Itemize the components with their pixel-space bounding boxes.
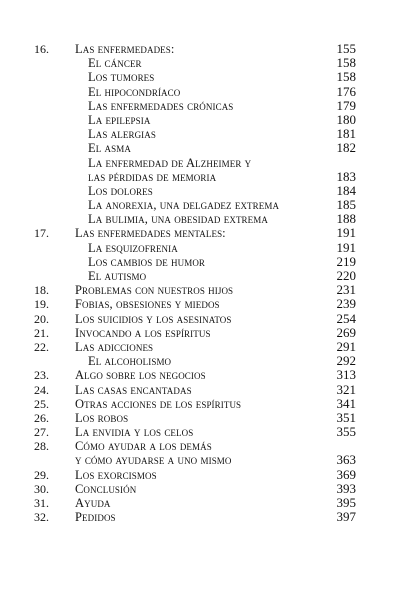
toc-subentry-title: El alcoholismo bbox=[88, 354, 172, 369]
page-number: 179 bbox=[336, 97, 356, 113]
page-number: 184 bbox=[336, 182, 356, 198]
chapter-number: 27. bbox=[34, 425, 49, 440]
toc-entry bbox=[0, 85, 416, 99]
toc-entry bbox=[0, 453, 416, 467]
toc-entry bbox=[0, 326, 416, 340]
chapter-number: 26. bbox=[34, 410, 49, 425]
toc-subentry-title: las pérdidas de memoria bbox=[88, 169, 217, 184]
toc-entry bbox=[0, 255, 416, 269]
page-number: 182 bbox=[336, 140, 356, 156]
chapter-number: 20. bbox=[34, 311, 49, 326]
page-number: 397 bbox=[336, 509, 356, 525]
toc-entry bbox=[0, 397, 416, 411]
toc-entry bbox=[0, 496, 416, 510]
toc-subentry-title: La enfermedad de Alzheimer y bbox=[88, 155, 252, 170]
toc-entry bbox=[0, 354, 416, 368]
chapter-number: 32. bbox=[34, 510, 49, 525]
chapter-number: 19. bbox=[34, 297, 49, 312]
table-of-contents bbox=[0, 42, 416, 524]
toc-entry bbox=[0, 226, 416, 240]
chapter-number: 30. bbox=[34, 481, 49, 496]
chapter-number: 18. bbox=[34, 283, 49, 298]
page-number: 291 bbox=[336, 338, 356, 354]
toc-entry-title: Los exorcismos bbox=[75, 467, 157, 482]
page-number: 158 bbox=[336, 69, 356, 85]
toc-entry bbox=[0, 241, 416, 255]
toc-subentry-title: Las alergias bbox=[88, 127, 156, 142]
toc-subentry-title: El cáncer bbox=[88, 56, 142, 71]
toc-entry bbox=[0, 212, 416, 226]
toc-entry-title: Fobias, obsesiones y miedos bbox=[75, 297, 220, 312]
toc-entry bbox=[0, 425, 416, 439]
toc-entry bbox=[0, 42, 416, 56]
toc-entry-title: La envidia y los celos bbox=[75, 425, 194, 440]
toc-entry bbox=[0, 170, 416, 184]
toc-subentry-title: La anorexia, una delgadez extrema bbox=[88, 198, 280, 213]
page-number: 181 bbox=[336, 126, 356, 142]
toc-subentry-title: El hipocondríaco bbox=[88, 84, 181, 99]
toc-entry bbox=[0, 269, 416, 283]
chapter-number: 21. bbox=[34, 325, 49, 340]
toc-entry-title: Las enfermedades mentales: bbox=[75, 226, 226, 241]
toc-entry-title: Problemas con nuestros hijos bbox=[75, 283, 234, 298]
chapter-number: 22. bbox=[34, 339, 49, 354]
toc-entry bbox=[0, 368, 416, 382]
toc-subentry-title: Los dolores bbox=[88, 183, 153, 198]
toc-subentry-title: Las enfermedades crónicas bbox=[88, 98, 234, 113]
page-number: 220 bbox=[336, 268, 356, 283]
toc-subentry-title: Los tumores bbox=[88, 70, 155, 85]
page-number: 321 bbox=[336, 381, 356, 397]
toc-entry bbox=[0, 113, 416, 127]
toc-entry-title: Otras acciones de los espíritus bbox=[75, 396, 242, 411]
toc-entry-title: Cómo ayudar a los demás bbox=[75, 439, 212, 454]
page-number: 188 bbox=[336, 211, 356, 227]
toc-entry bbox=[0, 99, 416, 113]
toc-entry-title: Las casas encantadas bbox=[75, 382, 192, 397]
toc-entry-title: Los suicidios y los asesinatos bbox=[75, 311, 232, 326]
toc-entry bbox=[0, 482, 416, 496]
page-number: 219 bbox=[336, 253, 356, 269]
page-number: 341 bbox=[336, 395, 356, 411]
chapter-number: 17. bbox=[34, 226, 49, 241]
page-number: 239 bbox=[336, 296, 356, 312]
page-number: 183 bbox=[336, 168, 356, 184]
toc-entry-title: Ayuda bbox=[75, 496, 111, 510]
toc-subentry-title: Los cambios de humor bbox=[88, 254, 206, 269]
chapter-number: 24. bbox=[34, 382, 49, 397]
toc-entry bbox=[0, 141, 416, 155]
page-number: 269 bbox=[336, 324, 356, 340]
page-number: 191 bbox=[336, 225, 356, 241]
page-number: 191 bbox=[336, 239, 356, 255]
toc-entry bbox=[0, 510, 416, 524]
toc-entry bbox=[0, 184, 416, 198]
chapter-number: 16. bbox=[34, 42, 49, 56]
page-number: 292 bbox=[336, 353, 356, 369]
toc-entry-title: Pedidos bbox=[75, 510, 116, 525]
chapter-number: 29. bbox=[34, 467, 49, 482]
page-number: 363 bbox=[336, 452, 356, 468]
toc-entry bbox=[0, 468, 416, 482]
toc-entry-title: Algo sobre los negocios bbox=[75, 368, 206, 383]
toc-entry-title: Conclusión bbox=[75, 481, 137, 496]
toc-subentry-title: El autismo bbox=[88, 269, 147, 283]
toc-entry bbox=[0, 340, 416, 354]
page-number: 231 bbox=[336, 282, 356, 298]
page-number: 351 bbox=[336, 409, 356, 425]
toc-entry-title: Los robos bbox=[75, 410, 129, 425]
chapter-number: 25. bbox=[34, 396, 49, 411]
page-number: 180 bbox=[336, 111, 356, 127]
toc-subentry-title: El asma bbox=[88, 141, 131, 156]
toc-subentry-title: La bulimia, una obesidad extrema bbox=[88, 212, 268, 227]
toc-subentry-title: La epilepsia bbox=[88, 112, 151, 127]
chapter-number: 31. bbox=[34, 496, 49, 510]
toc-entry bbox=[0, 312, 416, 326]
page-number: 395 bbox=[336, 495, 356, 510]
toc-entry bbox=[0, 127, 416, 141]
toc-entry bbox=[0, 70, 416, 84]
toc-entry bbox=[0, 56, 416, 70]
toc-entry bbox=[0, 297, 416, 311]
page-number: 158 bbox=[336, 55, 356, 71]
page-number: 185 bbox=[336, 197, 356, 213]
page-number: 393 bbox=[336, 480, 356, 496]
toc-entry-title: Las adicciones bbox=[75, 339, 154, 354]
chapter-number: 23. bbox=[34, 368, 49, 383]
toc-entry bbox=[0, 411, 416, 425]
page-number: 155 bbox=[336, 41, 356, 56]
page-number: 176 bbox=[336, 83, 356, 99]
toc-entry bbox=[0, 439, 416, 453]
toc-entry bbox=[0, 283, 416, 297]
page-number: 355 bbox=[336, 424, 356, 440]
page-number: 369 bbox=[336, 466, 356, 482]
toc-entry-title: Las enfermedades: bbox=[75, 42, 175, 56]
chapter-number: 28. bbox=[34, 439, 49, 454]
toc-subentry-title: La esquizofrenia bbox=[88, 240, 178, 255]
page-number: 254 bbox=[336, 310, 356, 326]
toc-entry bbox=[0, 198, 416, 212]
toc-entry bbox=[0, 156, 416, 170]
toc-entry-title: y cómo ayudarse a uno mismo bbox=[75, 453, 232, 468]
toc-entry-title: Invocando a los espíritus bbox=[75, 325, 211, 340]
toc-entry bbox=[0, 383, 416, 397]
page-number: 313 bbox=[336, 367, 356, 383]
